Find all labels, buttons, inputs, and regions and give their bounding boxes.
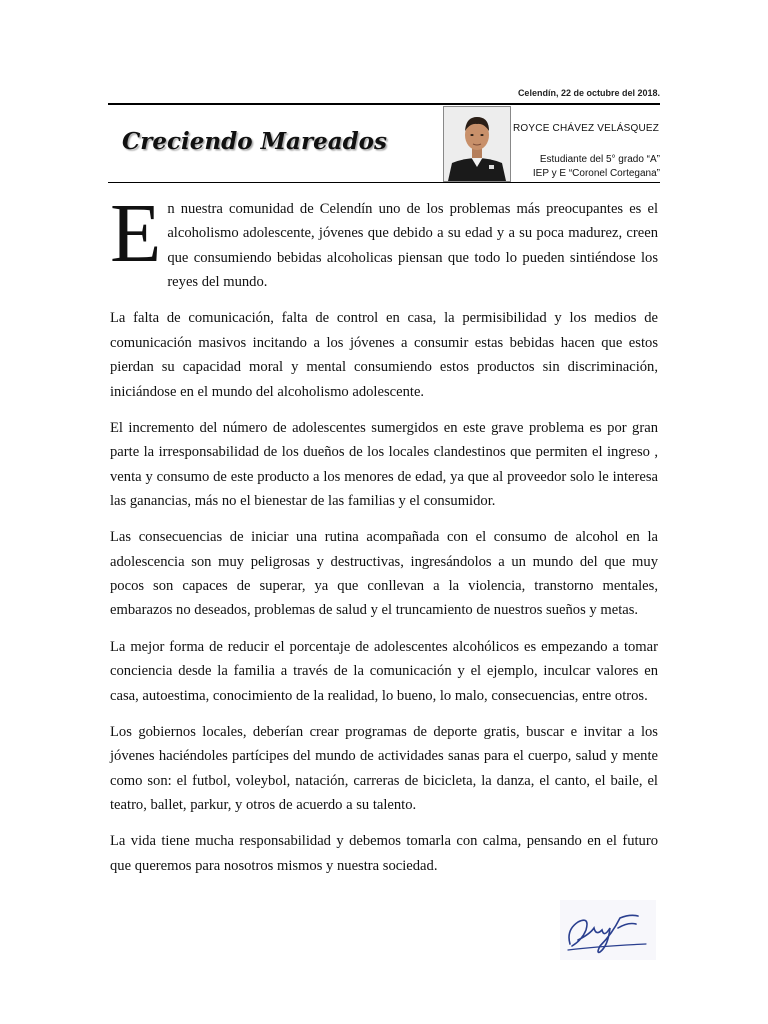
article-body <box>110 187 658 890</box>
paragraph-4: Las consecuencias de iniciar una rutina acompañada con el consumo de alcohol en la adolescencia son muy peligrosas y destructivas, ingresándolos a un mundo del que muy pocos son capaces de superar, ya que conllevan a la violencia, transtorno mentales, embarazos no deseados, problemas de salud y el truncamiento de nuestros sueños y metas. <box>110 529 658 619</box>
author-role <box>533 153 660 181</box>
author-role-school: IEP y E “Coronel Cortegana” <box>532 168 660 179</box>
header-rule-top <box>108 103 660 105</box>
paragraph-1-text: n nuestra comunidad de Celendín uno de los problemas más preocupantes es el alcoholismo adolescente, jóvenes que debido a su edad y a su poca madurez, creen que consumiendo bebidas alcoholicas piensan que todo lo pueden sintiéndose los reyes del mundo. <box>167 201 658 291</box>
paragraph-7: La vida tiene mucha responsabilidad y debemos tomarla con calma, pensando en el futuro que queremos para nosotros mismos y nuestra sociedad. <box>110 833 658 874</box>
author-photo <box>443 106 511 182</box>
article-title: Creciendo Mareados <box>122 128 387 155</box>
header-rule-bottom <box>108 182 660 183</box>
paragraph-5: La mejor forma de reducir el porcentaje de adolescentes alcohólicos es empezando a tomar conciencia desde la familia a través de la comunicación y el ejemplo, inculcar valores en casa, autoestima, conocimiento de la realidad, lo bueno, lo malo, consecuencias, entre otros. <box>110 638 658 704</box>
date-line: Celendín, 22 de octubre del 2018. <box>517 88 660 98</box>
author-portrait-icon <box>444 107 510 181</box>
author-name: ROYCE CHÁVEZ VELÁSQUEZ <box>513 123 660 134</box>
handwritten-signature-icon <box>560 900 656 960</box>
paragraph-2: La falta de comunicación, falta de control en casa, la permisibilidad y los medios de comunicación masivos incitando a los jóvenes a consumir estas bebidas hacen que estos pierdan su capacidad moral y mental consumiendo estos productos sin discriminación, iniciándose en el mundo del alcoholismo adolescente. <box>110 310 658 400</box>
drop-cap: E <box>110 187 162 280</box>
paragraph-1 <box>110 187 658 295</box>
paragraph-6: Los gobiernos locales, deberían crear programas de deporte gratis, buscar e invitar a los jóvenes haciéndoles partícipes del mundo de actividades sanas para el cuerpo, salud y mente como son: el futbol, voleybol, natación, carreras de bicicleta, la danza, el canto, el baile, el teatro, ballet, parkur, y otros de acuerdo a su talento. <box>110 723 658 813</box>
paragraph-3: El incremento del número de adolescentes sumergidos en este grave problema es por gran parte la irresponsabilidad de los dueños de los locales clandestinos que permiten el ingreso , venta y consumo de este producto a los menores de edad, ya que al proveedor solo le interesa las ganancias, más no el bienestar de las familias y el consumidor. <box>110 419 658 510</box>
author-role-grade: Estudiante del 5° grado “A” <box>539 154 660 165</box>
signature <box>560 900 656 960</box>
